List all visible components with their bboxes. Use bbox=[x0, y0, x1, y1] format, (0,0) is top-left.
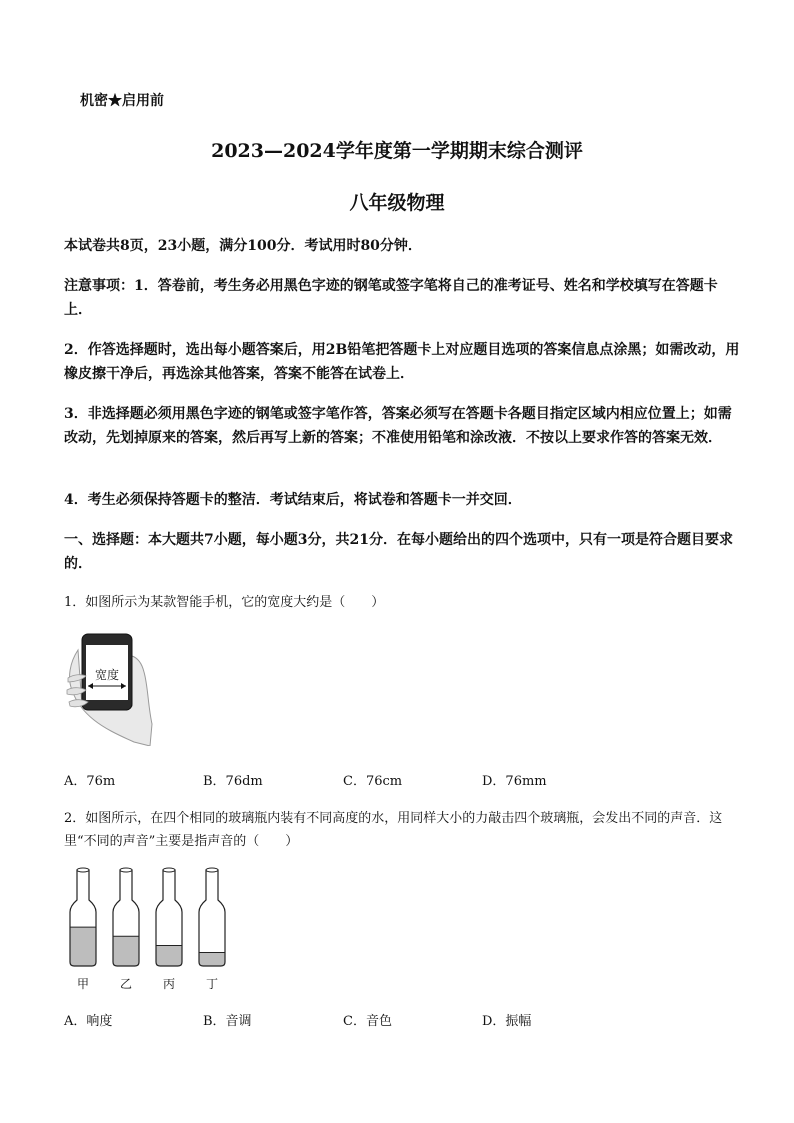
bottle-water bbox=[113, 936, 139, 966]
question-2-stem: 2．如图所示，在四个相同的玻璃瓶内装有不同高度的水，用同样大小的力敲击四个玻璃瓶，会发出不同的声音．这里“不同的声音”主要是指声音的（ ） bbox=[64, 811, 723, 849]
q2-option-c[interactable]: C．音色 bbox=[343, 1014, 392, 1029]
q1-option-d[interactable]: D．76mm bbox=[482, 774, 547, 789]
bottle-label: 乙 bbox=[119, 977, 133, 991]
q1-option-b[interactable]: B．76dm bbox=[203, 774, 263, 789]
bottle-mouth bbox=[163, 868, 175, 872]
note-1: 注意事项：1．答卷前，考生务必用黑色字迹的钢笔或签字笔将自己的准考证号、姓名和学校填写在答题卡上． bbox=[64, 278, 718, 318]
bottle-mouth bbox=[120, 868, 132, 872]
question-1-options bbox=[64, 770, 664, 790]
note-2: 2．作答选择题时，选出每小题答案后，用2B铅笔把答题卡上对应题目选项的答案信息点涂黑；如需改动，用橡皮擦干净后，再选涂其他答案，答案不能答在试卷上． bbox=[64, 342, 740, 382]
section-heading: 一、选择题：本大题共7小题，每小题3分，共21分．在每小题给出的四个选项中，只有一项是符合题目要求的． bbox=[64, 532, 733, 572]
confidential-mark: 机密★启用前 bbox=[80, 93, 164, 109]
bottle-mouth bbox=[77, 868, 89, 872]
bottle-label: 丙 bbox=[162, 977, 176, 991]
phone-width-label: 宽度 bbox=[94, 668, 120, 682]
exam-subtitle: 八年级物理 bbox=[349, 192, 445, 214]
note-3: 3．非选择题必须用黑色字迹的钢笔或签字笔作答，答案必须写在答题卡各题目指定区域内相应位置上；如需改动，先划掉原来的答案，然后再写上新的答案；不准使用铅笔和涂改液．不按以上要求作答的答案无效． bbox=[64, 406, 732, 446]
bottle-label: 甲 bbox=[76, 977, 90, 991]
q2-option-d[interactable]: D．振幅 bbox=[482, 1014, 532, 1029]
smartphone-figure bbox=[62, 628, 154, 746]
question-1-stem: 1．如图所示为某款智能手机，它的宽度大约是（ ） bbox=[64, 595, 385, 610]
q1-option-c[interactable]: C．76cm bbox=[343, 774, 403, 789]
question-2-options bbox=[64, 1010, 664, 1030]
bottle-mouth bbox=[206, 868, 218, 872]
bottle-outline bbox=[199, 870, 225, 966]
q2-option-b[interactable]: B．音调 bbox=[203, 1014, 252, 1029]
q1-option-a[interactable]: A．76m bbox=[64, 774, 116, 789]
bottle-water bbox=[70, 927, 96, 966]
bottles-figure bbox=[60, 866, 230, 992]
exam-title: 2023—2024学年度第一学期期末综合测评 bbox=[211, 140, 583, 162]
bottle-water bbox=[199, 953, 225, 967]
bottle-water bbox=[156, 945, 182, 966]
bottle-label: 丁 bbox=[205, 977, 219, 991]
note-4: 4．考生必须保持答题卡的整洁．考试结束后，将试卷和答题卡一并交回． bbox=[64, 492, 522, 508]
q2-option-a[interactable]: A．响度 bbox=[64, 1014, 113, 1029]
exam-intro: 本试卷共8页，23小题，满分100分．考试用时80分钟． bbox=[64, 238, 422, 254]
